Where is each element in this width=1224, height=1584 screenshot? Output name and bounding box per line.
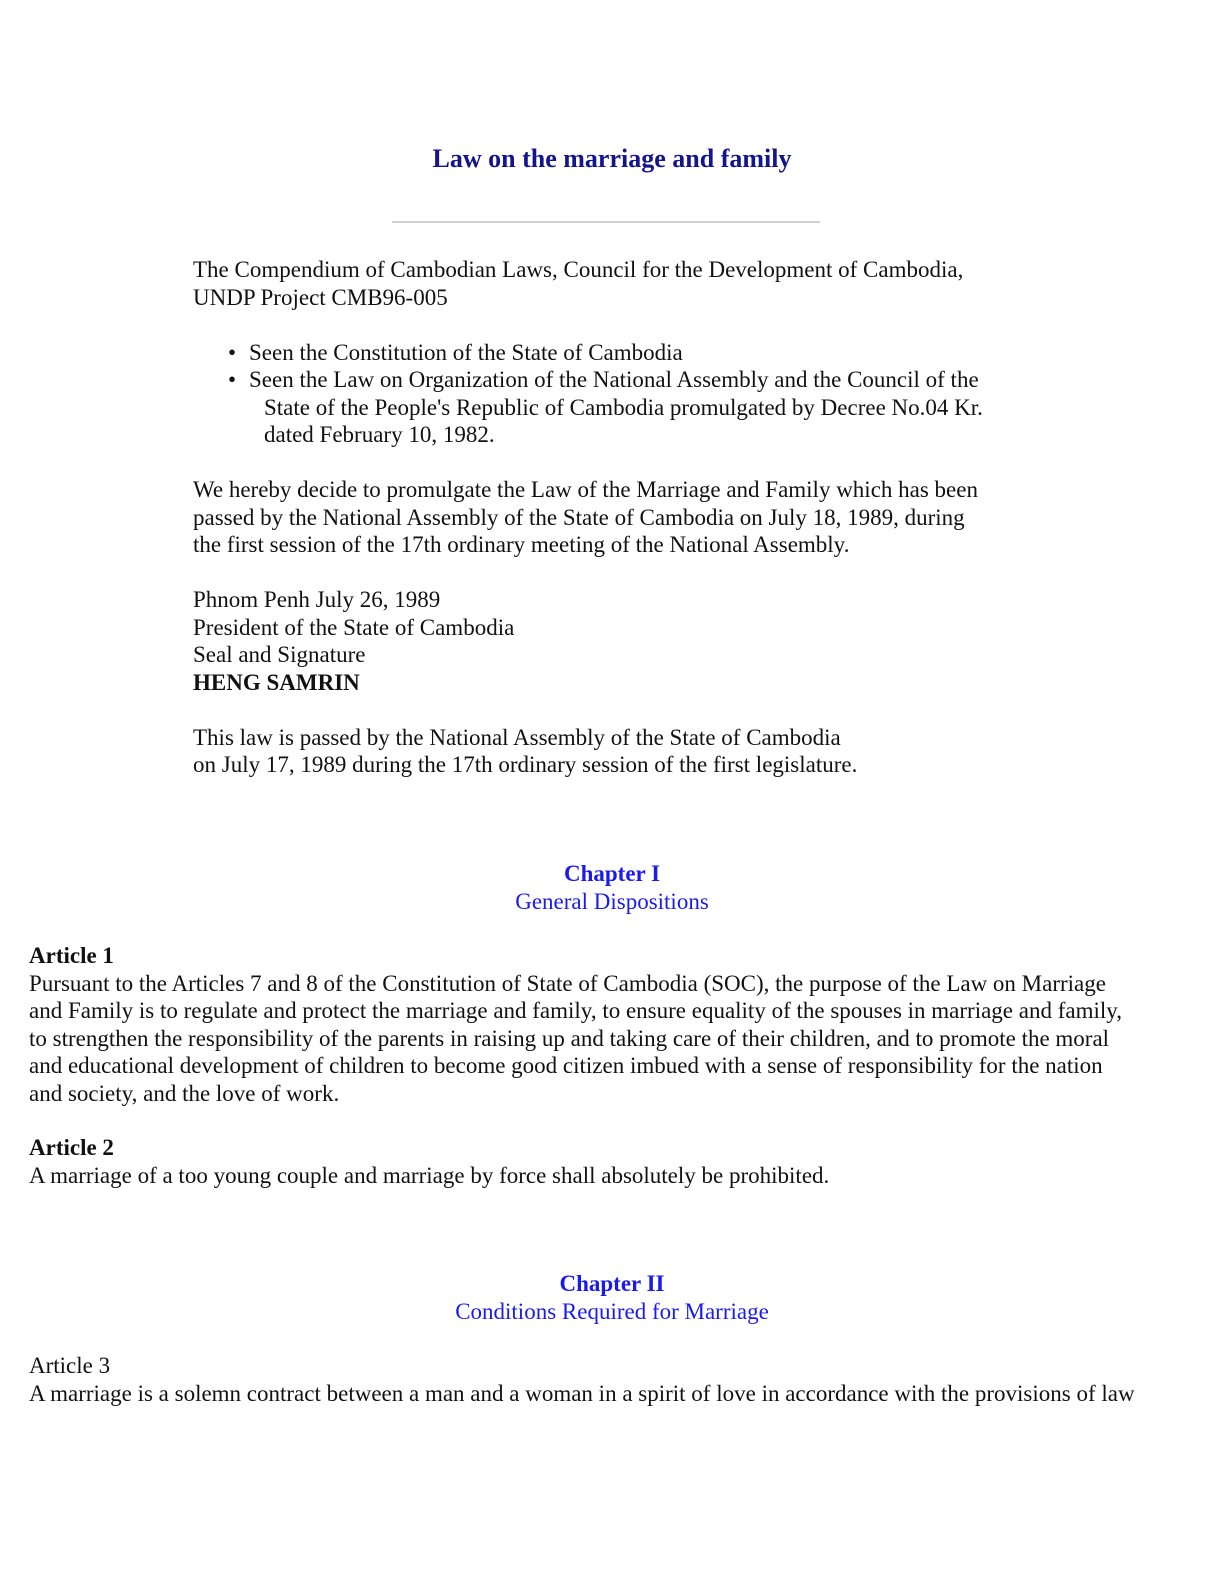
article-body: [29, 970, 1199, 1108]
article-body: [29, 1162, 1199, 1190]
seen-item: [193, 366, 1033, 449]
chapter-title: Conditions Required for Marriage: [455, 1298, 769, 1324]
bullet-icon: •: [228, 367, 237, 392]
article-heading: Article 1: [29, 943, 114, 968]
seen-item-line: Seen the Constitution of the State of Cambodia: [249, 339, 683, 365]
place-date: Phnom Penh July 26, 1989: [193, 587, 441, 612]
article: [29, 1352, 1199, 1407]
article-line: A marriage of a too young couple and marriage by force shall absolutely be prohibited.: [29, 1162, 830, 1188]
chapter-heading: [0, 860, 1224, 915]
article-line: and educational development of children to become good citizen imbued with a sense of responsibility for the nation: [29, 1053, 1103, 1078]
article-line: to strengthen the responsibility of the parents in raising up and taking care of their children, and to promote the moral: [29, 1025, 1110, 1051]
signer-name: HENG SAMRIN: [193, 669, 360, 695]
seen-item: [193, 339, 1033, 367]
decision-line: We hereby decide to promulgate the Law of the Marriage and Family which has been: [193, 477, 978, 502]
chapter-number: Chapter I: [563, 861, 661, 886]
chapter-number: Chapter II: [559, 1271, 665, 1296]
decision-line: passed by the National Assembly of the State of Cambodia on July 18, 1989, during: [193, 504, 965, 530]
seen-item-line: dated February 10, 1982.: [264, 422, 495, 447]
article: [29, 1134, 1199, 1189]
passage-line: on July 17, 1989 during the 17th ordinary session of the first legislature.: [193, 752, 858, 777]
signer-office: President of the State of Cambodia: [193, 614, 515, 640]
chapter-title: General Dispositions: [515, 888, 709, 914]
passage-line: This law is passed by the National Assembly of the State of Cambodia: [193, 724, 841, 750]
article-body: [29, 1380, 1199, 1408]
signature-block: [193, 586, 1033, 696]
article-heading: Article 2: [29, 1135, 114, 1160]
article-heading: Article 3: [29, 1353, 111, 1378]
passage-note: [193, 724, 1033, 779]
document-title: Law on the marriage and family: [432, 144, 792, 173]
source-citation: [193, 256, 1033, 311]
seen-item-line: State of the People's Republic of Cambodia promulgated by Decree No.04 Kr.: [264, 394, 983, 420]
seen-list: [193, 339, 1033, 449]
preamble: [193, 256, 1033, 779]
title-divider: [392, 221, 820, 223]
promulgation-decision: [193, 476, 1033, 559]
article-line: Pursuant to the Articles 7 and 8 of the Constitution of State of Cambodia (SOC), the purpose of the Law on Marriage: [29, 970, 1106, 996]
article: [29, 942, 1199, 1107]
source-line: UNDP Project CMB96-005: [193, 284, 448, 310]
bullet-icon: •: [228, 339, 237, 365]
article-line: and society, and the love of work.: [29, 1080, 340, 1106]
source-line: The Compendium of Cambodian Laws, Council for the Development of Cambodia,: [193, 257, 964, 282]
seal-note: Seal and Signature: [193, 642, 366, 667]
article-line: A marriage is a solemn contract between a man and a woman in a spirit of love in accordance with the provisions of law: [29, 1380, 1135, 1406]
article-line: and Family is to regulate and protect the marriage and family, to ensure equality of the spouses in marriage and family,: [29, 998, 1123, 1023]
chapter-heading: [0, 1270, 1224, 1325]
decision-line: the first session of the 17th ordinary meeting of the National Assembly.: [193, 532, 850, 557]
seen-item-line: Seen the Law on Organization of the National Assembly and the Council of the: [249, 367, 979, 392]
